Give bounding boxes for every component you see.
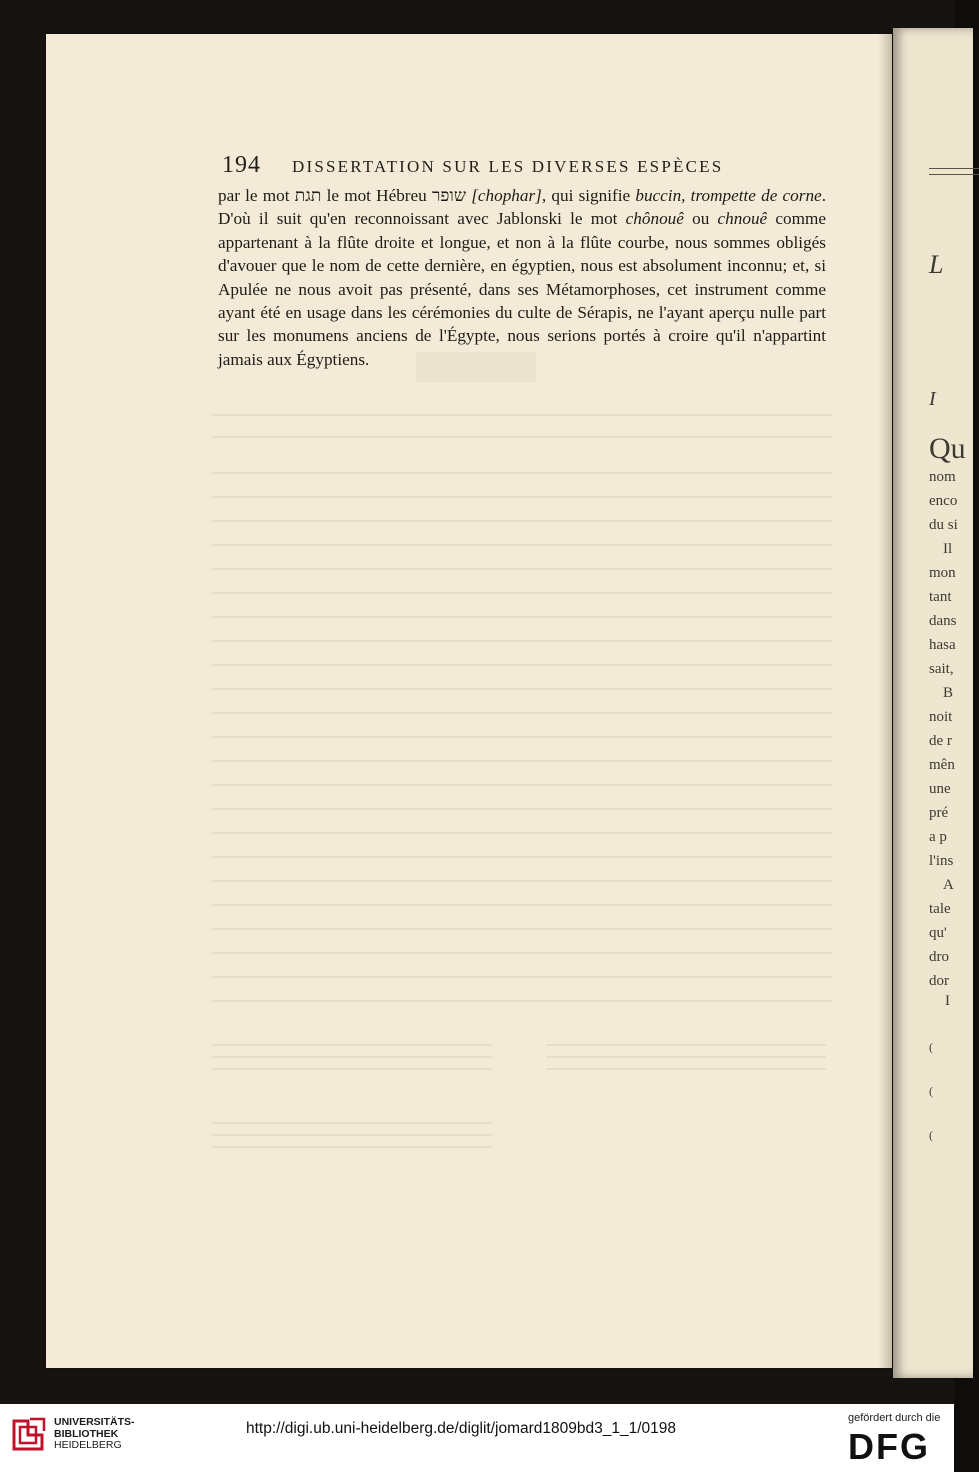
show-through [212, 1000, 832, 1002]
show-through [212, 784, 832, 786]
text-run: par le mot [218, 186, 295, 205]
page-number: 194 [222, 152, 261, 178]
adjacent-fragment: ( [929, 1128, 933, 1142]
adjacent-fragment: mon [929, 565, 956, 581]
dfg-logo: DFG [848, 1426, 930, 1467]
viewer-footer [0, 1404, 954, 1472]
adjacent-fragment: ( [929, 1040, 933, 1054]
show-through [546, 1068, 826, 1070]
italic-run: chônouê [625, 209, 684, 229]
show-through [212, 664, 832, 666]
italic-run: chnouê [717, 209, 768, 229]
adjacent-fragment: dans [929, 613, 957, 629]
text-run: שופר [431, 186, 466, 205]
show-through [546, 1044, 826, 1046]
show-through [212, 414, 832, 416]
text-run: ou [683, 209, 718, 229]
show-through [212, 904, 832, 906]
show-through [212, 688, 832, 690]
italic-run: [chophar] [465, 186, 542, 205]
adjacent-fragment: Il [943, 541, 953, 557]
show-through [212, 1134, 492, 1136]
show-through [212, 712, 832, 714]
show-through [212, 808, 832, 810]
adjacent-fragment: tant [929, 589, 952, 605]
scanned-page [46, 34, 892, 1368]
adjacent-fragment: noit [929, 709, 953, 725]
adjacent-fragment: L [929, 250, 944, 279]
show-through [212, 436, 832, 438]
show-through [212, 832, 832, 834]
show-through [212, 976, 832, 978]
adjacent-fragment: de r [929, 733, 952, 749]
adjacent-fragment: qu' [929, 925, 947, 941]
show-through [212, 496, 832, 498]
show-through [212, 1044, 492, 1046]
show-through [212, 640, 832, 642]
show-through [212, 1122, 492, 1124]
text-run: תגת [294, 186, 322, 205]
adjacent-fragment: I [945, 993, 950, 1009]
show-through [212, 472, 832, 474]
permalink[interactable]: http://digi.ub.uni-heidelberg.de/diglit/jomard1809bd3_1_1/0198 [246, 1420, 677, 1437]
show-through [546, 1056, 826, 1058]
text-run: . D'où il suit qu'en reconnoissant avec Jablonski le mot [218, 186, 826, 229]
running-title: DISSERTATION SUR LES DIVERSES ESPÈCES [292, 157, 724, 176]
adjacent-fragment: l'ins [929, 853, 954, 869]
adjacent-fragment: pré [929, 805, 949, 821]
body-paragraph [218, 184, 826, 371]
adjacent-fragment: I [929, 388, 936, 410]
show-through [212, 856, 832, 858]
funding-label: gefördert durch die [848, 1412, 941, 1424]
adjacent-fragment: sait, [929, 661, 954, 677]
page-header [222, 152, 782, 179]
show-through [212, 952, 832, 954]
adjacent-rule [929, 174, 979, 175]
adjacent-fragment: enco [929, 493, 958, 509]
adjacent-rule [929, 168, 979, 169]
adjacent-fragment: une [929, 781, 951, 797]
text-run: le mot Hébreu [321, 186, 432, 205]
adjacent-fragment: dor [929, 973, 949, 989]
show-through [212, 616, 832, 618]
italic-run: buccin, trompette de corne [635, 186, 822, 205]
show-through [212, 1056, 492, 1058]
text-run: comme appartenant à la flûte droite et longue, et non à la flûte courbe, nous sommes obligés d'avouer que le nom de cette dernière, en égyptien, nous est absolument inconnu; et, si Apulée ne nous avoit pas présenté, dans ses Métamorphoses, cet instrument comme ayant été en usage dans les cérémonies du culte de Sérapis, ne l'ayant aperçu nulle part sur les monumens anciens de l'Égypte, nous serions portés à croire qu'il n'appartint jamais aux Égyptiens. [218, 209, 827, 369]
show-through [212, 592, 832, 594]
adjacent-page [893, 28, 973, 1378]
show-through [212, 1068, 492, 1070]
show-through [212, 760, 832, 762]
text-run: , qui signifie [541, 186, 636, 205]
library-line: UNIVERSITÄTS- [54, 1416, 135, 1428]
adjacent-fragment: tale [929, 901, 951, 917]
show-through [212, 736, 832, 738]
show-through [212, 520, 832, 522]
adjacent-fragment: mên [929, 757, 955, 773]
library-line: HEIDELBERG [54, 1439, 122, 1451]
adjacent-fragment: A [943, 877, 954, 893]
adjacent-fragment: a p [929, 829, 947, 845]
show-through [212, 880, 832, 882]
adjacent-fragment: ( [929, 1084, 933, 1098]
adjacent-fragment: B [943, 685, 954, 701]
adjacent-fragment: nom [929, 469, 956, 485]
adjacent-fragment: hasa [929, 637, 956, 653]
adjacent-fragment: dro [929, 949, 949, 965]
university-library-logo-icon [10, 1415, 48, 1453]
show-through [212, 1146, 492, 1148]
show-through [212, 544, 832, 546]
library-line: BIBLIOTHEK [54, 1427, 119, 1440]
show-through [212, 568, 832, 570]
show-through [212, 928, 832, 930]
adjacent-fragment: du si [929, 517, 958, 533]
library-name [54, 1417, 135, 1452]
adjacent-fragment: Qu [929, 432, 966, 465]
